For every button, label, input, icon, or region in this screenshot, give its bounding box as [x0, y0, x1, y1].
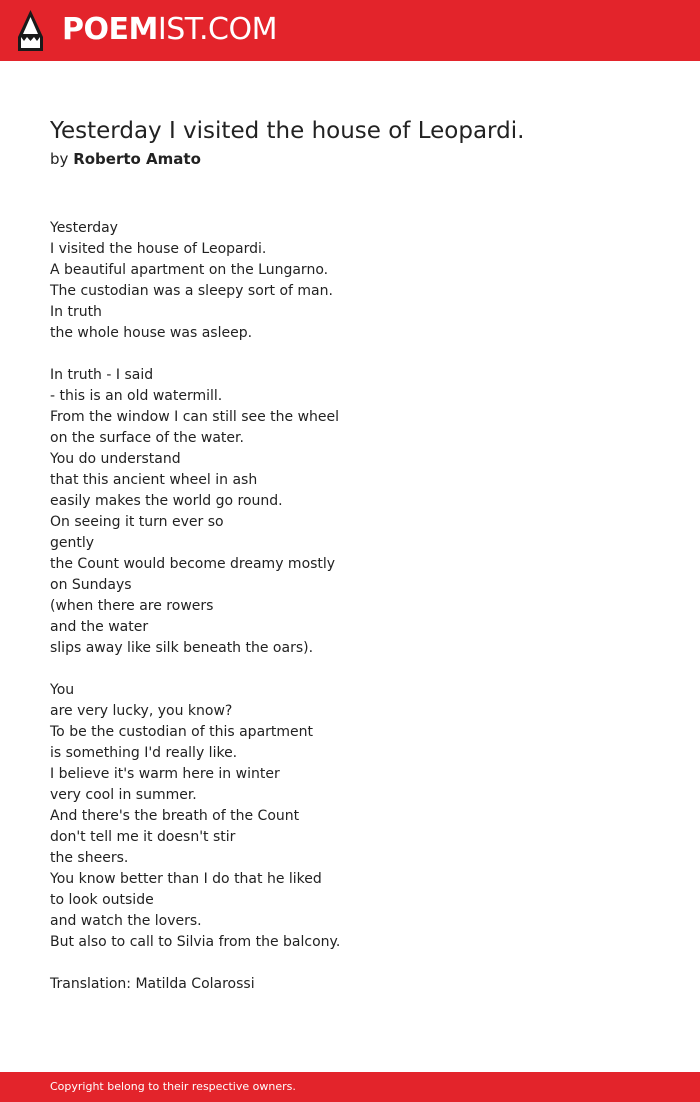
poem-line: the sheers. [50, 850, 129, 866]
poem-line: that this ancient wheel in ash [50, 472, 258, 488]
poem-line: to look outside [50, 892, 154, 908]
poem-line: A beautiful apartment on the Lungarno. [50, 262, 329, 278]
poem-line: From the window I can still see the wheel [50, 409, 340, 425]
poem-line: very cool in summer. [50, 787, 197, 803]
poem-line: easily makes the world go round. [50, 493, 283, 509]
site-header [0, 0, 700, 61]
poem-line: But also to call to Silvia from the balcony. [50, 934, 341, 950]
author-name: Roberto Amato [73, 150, 201, 168]
poem-line: And there's the breath of the Count [50, 808, 300, 824]
poem-line: is something I'd really like. [50, 745, 238, 761]
poem-line: Translation: Matilda Colarossi [50, 976, 255, 992]
stanza-gap [50, 953, 650, 974]
poem-line: don't tell me it doesn't stir [50, 829, 236, 845]
poem-line: In truth [50, 304, 102, 320]
stanza-gap [50, 344, 650, 365]
poem-line: To be the custodian of this apartment [50, 724, 314, 740]
poem-line: I visited the house of Leopardi. [50, 241, 267, 257]
poem-line: In truth - I said [50, 367, 154, 383]
byline-prefix: by [50, 150, 69, 168]
logo-bold-text: POEM [62, 12, 158, 47]
poem-line: The custodian was a sleepy sort of man. [50, 283, 333, 299]
poem-title: Yesterday I visited the house of Leopardi. [50, 118, 525, 144]
poem-line: and watch the lovers. [50, 913, 202, 929]
poem-line: Yesterday [50, 220, 118, 236]
site-footer [0, 1072, 700, 1102]
poem-line: (when there are rowers [50, 598, 214, 614]
site-logo[interactable] [62, 11, 277, 49]
poem-body [50, 218, 650, 995]
poem-line: on Sundays [50, 577, 132, 593]
poem-line: are very lucky, you know? [50, 703, 233, 719]
copyright-text: Copyright belong to their respective owners. [50, 1080, 296, 1093]
byline [50, 148, 201, 170]
poem-line: I believe it's warm here in winter [50, 766, 280, 782]
poem-line: and the water [50, 619, 149, 635]
logo-light-text: IST.COM [157, 12, 277, 47]
poem-line: on the surface of the water. [50, 430, 244, 446]
poem-line: - this is an old watermill. [50, 388, 223, 404]
poem-line: the whole house was asleep. [50, 325, 253, 341]
poem-line: slips away like silk beneath the oars). [50, 640, 314, 656]
poem-line: gently [50, 535, 95, 551]
poem-line: the Count would become dreamy mostly [50, 556, 336, 572]
poem-line: You do understand [50, 451, 181, 467]
poem-line: You know better than I do that he liked [50, 871, 322, 887]
stanza-gap [50, 659, 650, 680]
poem-line: You [50, 682, 75, 698]
poem-line: On seeing it turn ever so [50, 514, 224, 530]
pencil-tip-icon[interactable] [18, 10, 43, 51]
